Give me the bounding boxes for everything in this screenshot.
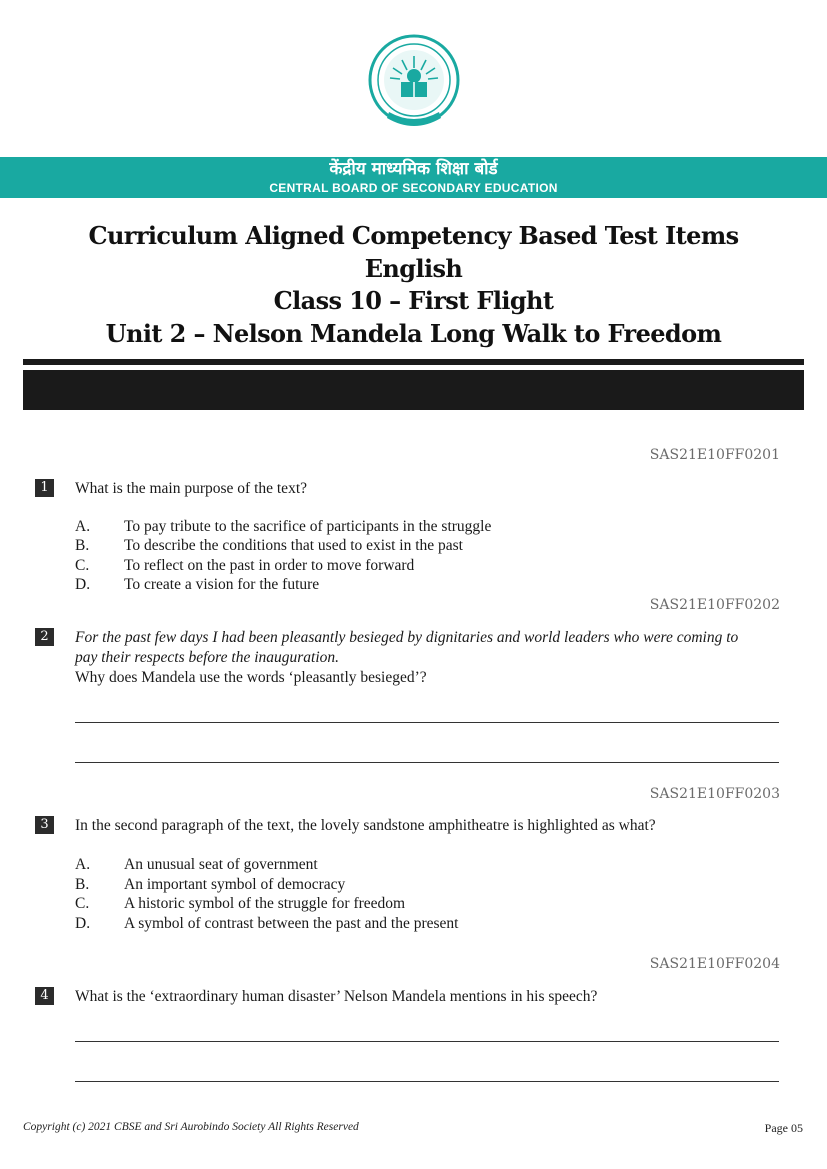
copyright-text: Copyright (c) 2021 CBSE and Sri Aurobindo Society All Rights Reserved: [23, 1121, 359, 1133]
question-quote-line-2: pay their respects before the inauguration.: [75, 649, 340, 666]
option-text[interactable]: To pay tribute to the sacrifice of participants in the struggle: [124, 518, 492, 535]
title-line-3: Class 10 – First Flight: [273, 286, 554, 315]
question-text: What is the main purpose of the text?: [75, 480, 308, 497]
board-banner: [0, 157, 827, 198]
question-text: What is the ‘extraordinary human disaster’ Nelson Mandela mentions in his speech?: [75, 988, 598, 1005]
question-code: SAS21E10FF0204: [649, 956, 780, 972]
option-text[interactable]: An unusual seat of government: [124, 856, 318, 873]
cbse-emblem-icon: [365, 34, 463, 138]
question-number: 1: [35, 479, 54, 497]
page-title: [0, 220, 827, 350]
answer-line[interactable]: [75, 722, 779, 723]
option-letter[interactable]: A.: [75, 856, 91, 873]
option-letter[interactable]: B.: [75, 876, 90, 893]
title-line-4: Unit 2 – Nelson Mandela Long Walk to Freedom: [105, 318, 722, 348]
option-letter[interactable]: A.: [75, 518, 91, 535]
divider-rule: [23, 359, 804, 365]
question-quote-line-1: For the past few days I had been pleasantly besieged by dignitaries and world leaders who were coming to: [75, 629, 739, 646]
option-text[interactable]: To reflect on the past in order to move forward: [124, 557, 415, 574]
question-text: Why does Mandela use the words ‘pleasantly besieged’?: [75, 669, 427, 686]
header-bar: [23, 370, 804, 410]
question-number: 3: [35, 816, 54, 834]
page-number: Page 05: [764, 1121, 803, 1135]
option-letter[interactable]: C.: [75, 895, 90, 912]
answer-line[interactable]: [75, 1081, 779, 1082]
option-letter[interactable]: D.: [75, 576, 91, 593]
question-code: SAS21E10FF0202: [649, 597, 780, 613]
answer-line[interactable]: [75, 1041, 779, 1042]
answer-line[interactable]: [75, 762, 779, 763]
option-text[interactable]: To create a vision for the future: [124, 576, 320, 593]
question-number: 2: [35, 628, 54, 646]
option-letter[interactable]: C.: [75, 557, 90, 574]
question-code: SAS21E10FF0203: [649, 786, 780, 802]
option-letter[interactable]: D.: [75, 915, 91, 932]
question-text: In the second paragraph of the text, the lovely sandstone amphitheatre is highlighted as what?: [75, 817, 656, 834]
option-text[interactable]: A symbol of contrast between the past and the present: [124, 915, 459, 932]
option-text[interactable]: To describe the conditions that used to exist in the past: [124, 537, 463, 554]
option-text[interactable]: An important symbol of democracy: [124, 876, 346, 893]
board-name-english: CENTRAL BOARD OF SECONDARY EDUCATION: [269, 181, 558, 195]
question-code: SAS21E10FF0201: [649, 447, 780, 463]
option-letter[interactable]: B.: [75, 537, 90, 554]
title-line-2: English: [364, 253, 463, 283]
option-text[interactable]: A historic symbol of the struggle for freedom: [124, 895, 406, 912]
question-number: 4: [35, 987, 54, 1005]
title-line-1: Curriculum Aligned Competency Based Test Items: [88, 221, 739, 250]
board-name-hindi: केंद्रीय माध्यमिक शिक्षा बोर्ड: [329, 159, 498, 179]
